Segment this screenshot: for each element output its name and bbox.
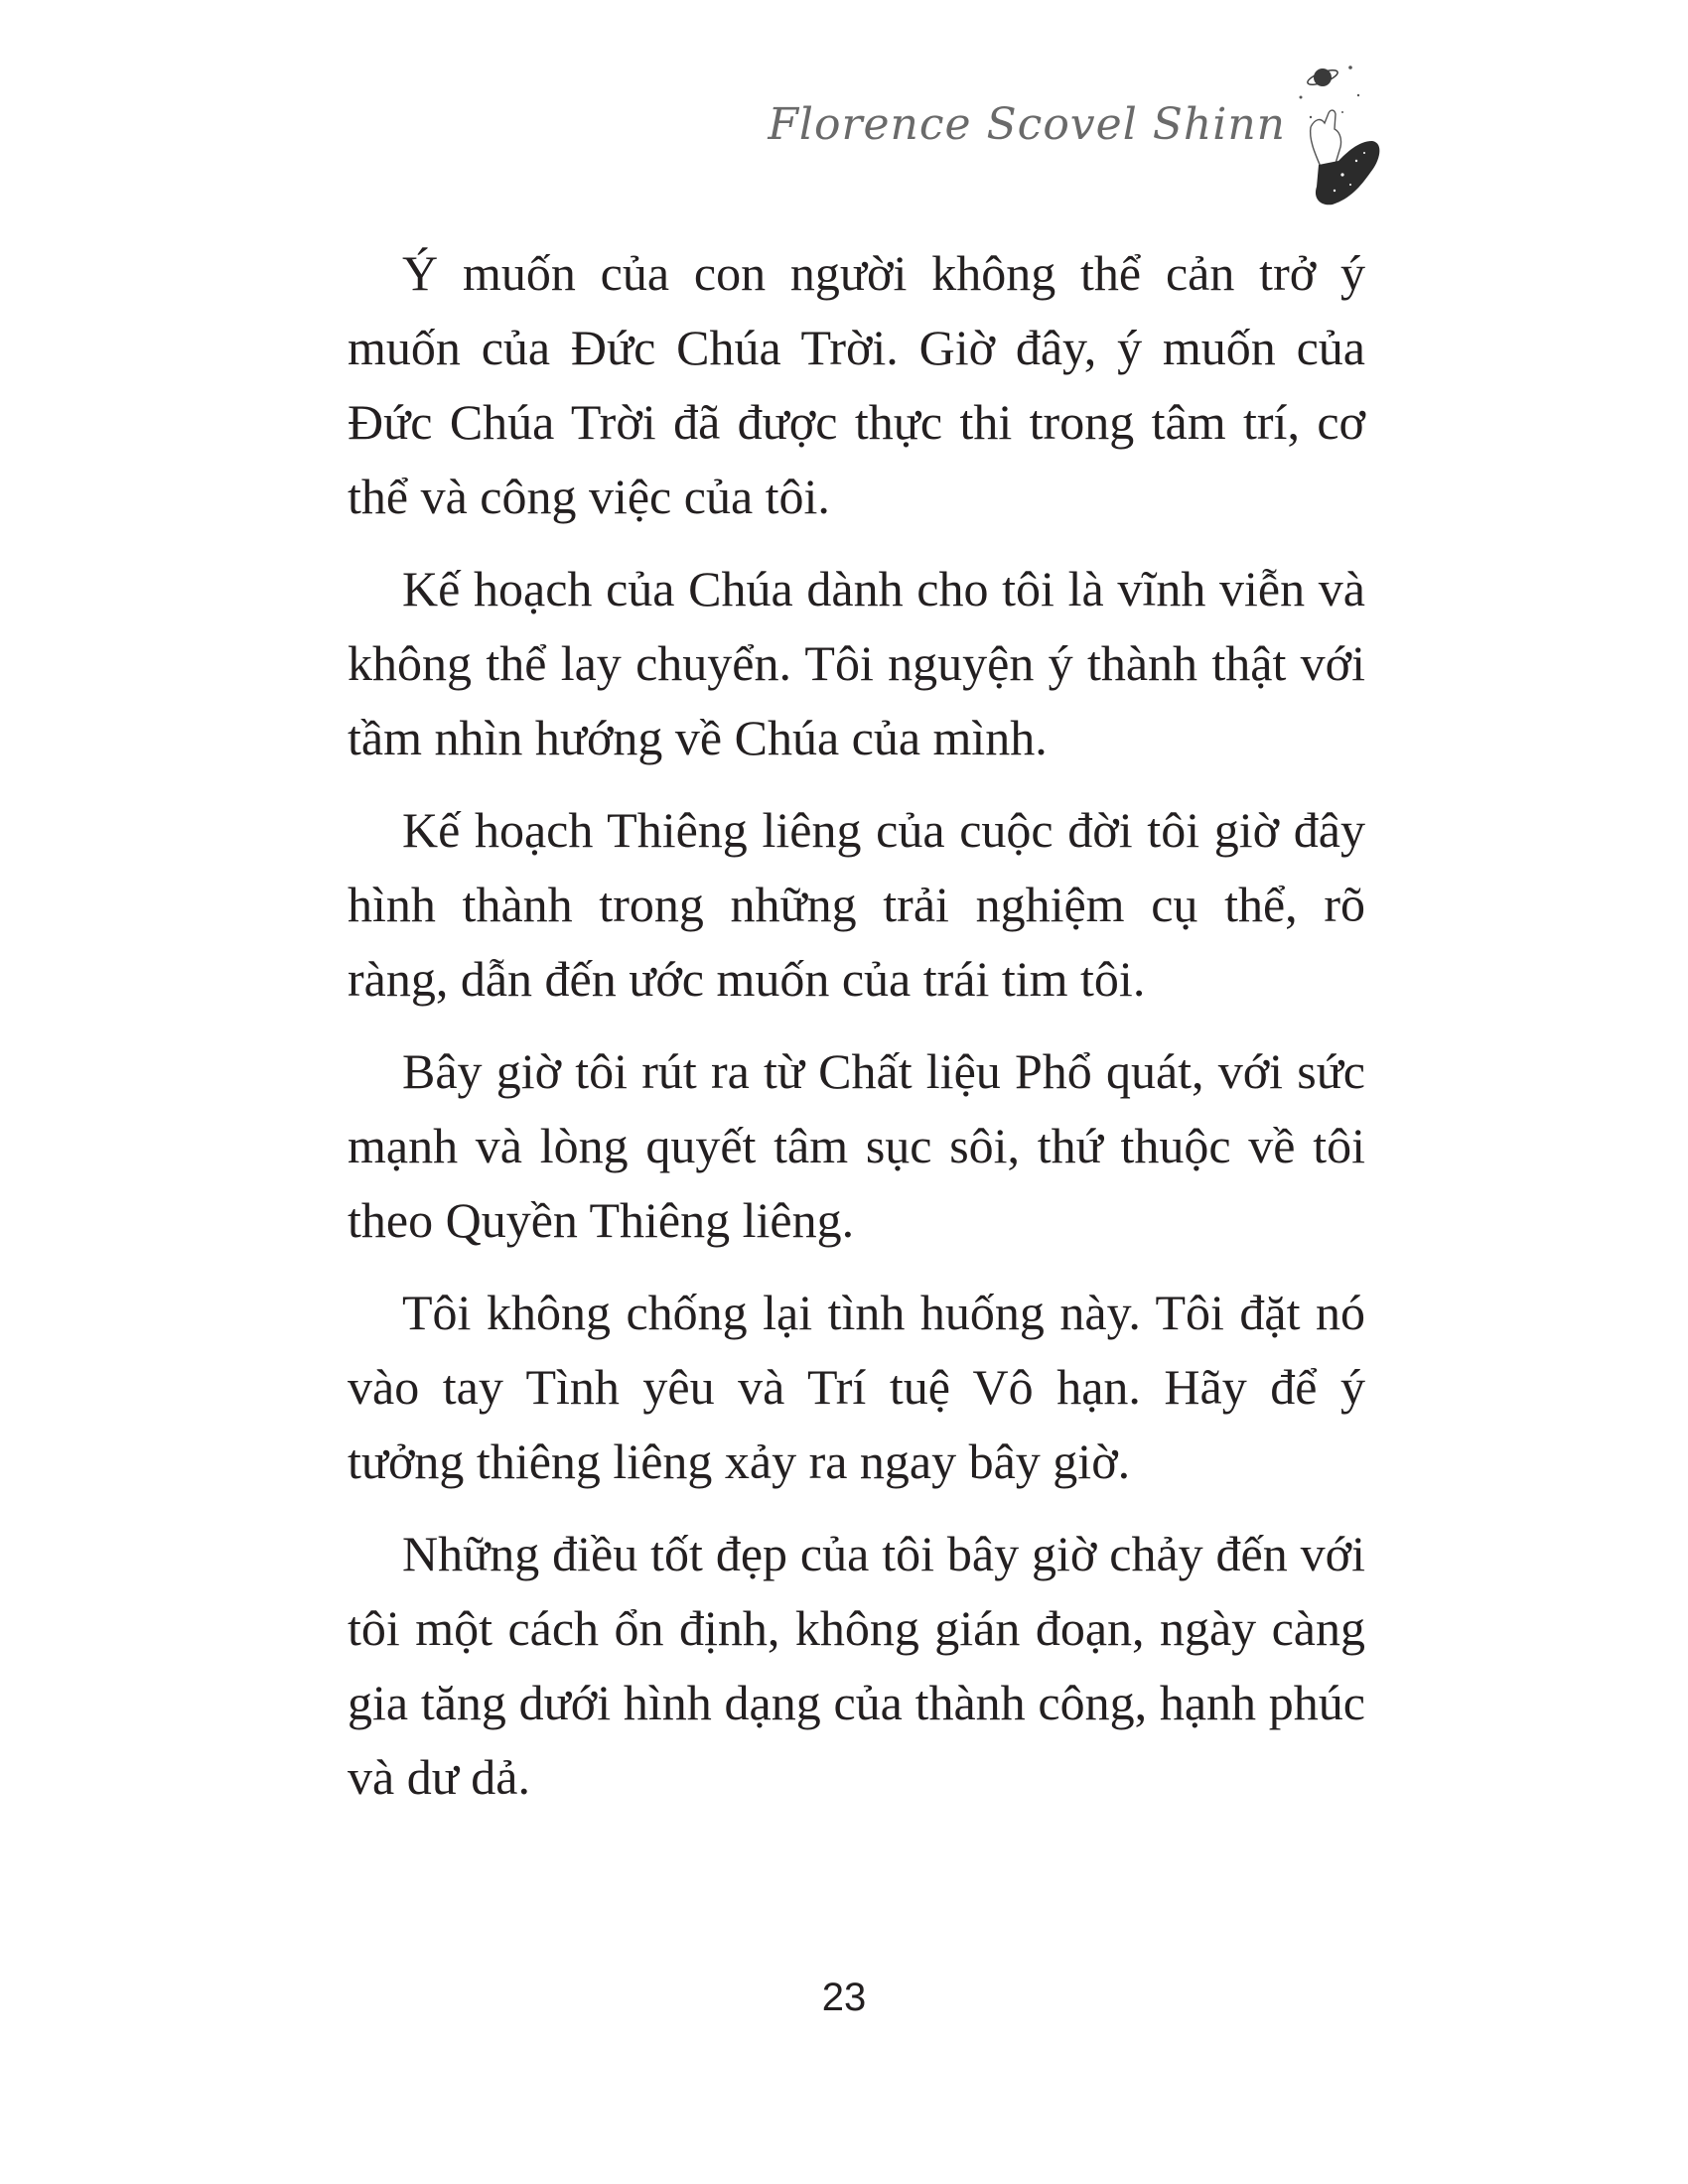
hand-holding-planet-icon <box>1281 58 1400 226</box>
paragraph: Kế hoạch của Chúa dành cho tôi là vĩnh viễn và không thể lay chuyển. Tôi nguyện ý thành thật với tầm nhìn hướng về Chúa của mình. <box>348 561 1365 765</box>
paragraph: Bây giờ tôi rút ra từ Chất liệu Phổ quát, với sức mạnh và lòng quyết tâm sục sôi, thứ thuộc về tôi theo Quyền Thiêng liêng. <box>348 1043 1365 1248</box>
paragraph: Kế hoạch Thiêng liêng của cuộc đời tôi giờ đây hình thành trong những trải nghiệm cụ thể, rõ ràng, dẫn đến ước muốn của trái tim tôi. <box>348 802 1365 1007</box>
paragraph: Những điều tốt đẹp của tôi bây giờ chảy đến với tôi một cách ổn định, không gián đoạn, ngày càng gia tăng dưới hình dạng của thành công, hạnh phúc và dư dả. <box>348 1526 1365 1805</box>
page-number: 23 <box>821 1976 867 2019</box>
paragraph: Tôi không chống lại tình huống này. Tôi đặt nó vào tay Tình yêu và Trí tuệ Vô hạn. Hãy để ý tưởng thiêng liêng xảy ra ngay bây giờ. <box>348 1285 1365 1489</box>
running-header-author: Florence Scovel Shinn <box>768 99 1286 150</box>
paragraph: Ý muốn của con người không thể cản trở ý muốn của Đức Chúa Trời. Giờ đây, ý muốn của Đức Chúa Trời đã được thực thi trong tâm trí, cơ thể và công việc của tôi. <box>348 245 1365 524</box>
body-text <box>348 236 1365 1833</box>
